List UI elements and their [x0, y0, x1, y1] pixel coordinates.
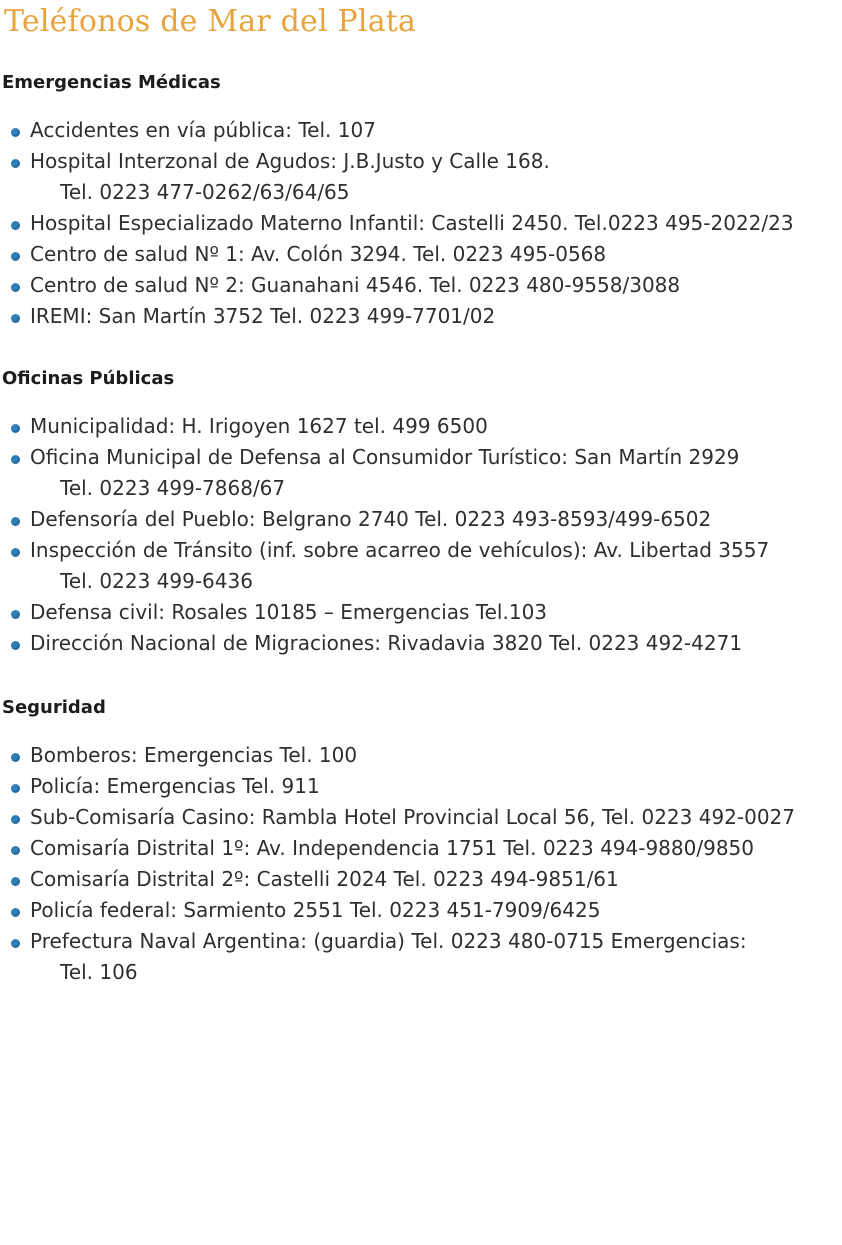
- list-item: [0, 926, 842, 988]
- bullet-icon: [11, 159, 20, 168]
- bullet-icon: [11, 221, 20, 230]
- list-item: [0, 442, 842, 504]
- list-item: [0, 597, 842, 628]
- list-item-text: Hospital Especializado Materno Infantil: Castelli 2450. Tel.0223 495-2022/23: [30, 211, 794, 235]
- bullet-icon: [11, 815, 20, 824]
- list-item: [0, 628, 842, 659]
- bullet-icon: [11, 455, 20, 464]
- phone-list: [0, 115, 842, 332]
- list-item-text: Defensa civil: Rosales 10185 – Emergencias Tel.103: [30, 600, 548, 624]
- list-item-text: Centro de salud Nº 1: Av. Colón 3294. Tel. 0223 495-0568: [30, 242, 607, 266]
- list-item-continuation: Tel. 106: [60, 960, 138, 984]
- list-item-text: Bomberos: Emergencias Tel. 100: [30, 743, 358, 767]
- list-item: [0, 864, 842, 895]
- phone-list: [0, 740, 842, 988]
- list-item: [0, 301, 842, 332]
- bullet-icon: [11, 784, 20, 793]
- list-item-text: Accidentes en vía pública: Tel. 107: [30, 118, 376, 142]
- list-item-text: Comisaría Distrital 1º: Av. Independencia 1751 Tel. 0223 494-9880/9850: [30, 836, 754, 860]
- list-item-text: Comisaría Distrital 2º: Castelli 2024 Tel. 0223 494-9851/61: [30, 867, 619, 891]
- list-item-text: Defensoría del Pueblo: Belgrano 2740 Tel. 0223 493-8593/499-6502: [30, 507, 712, 531]
- bullet-icon: [11, 252, 20, 261]
- list-item: [0, 535, 842, 597]
- list-item-text: Centro de salud Nº 2: Guanahani 4546. Tel. 0223 480-9558/3088: [30, 273, 681, 297]
- list-item: [0, 504, 842, 535]
- section-seguridad: [0, 697, 842, 988]
- list-item-continuation: Tel. 0223 477-0262/63/64/65: [60, 180, 350, 204]
- bullet-icon: [11, 939, 20, 948]
- section-heading: Seguridad: [2, 697, 106, 718]
- list-item: [0, 895, 842, 926]
- bullet-icon: [11, 517, 20, 526]
- list-item: [0, 239, 842, 270]
- bullet-icon: [11, 877, 20, 886]
- list-item-text: Prefectura Naval Argentina: (guardia) Tel. 0223 480-0715 Emergencias:: [30, 929, 747, 953]
- list-item-text: Dirección Nacional de Migraciones: Rivadavia 3820 Tel. 0223 492-4271: [30, 631, 743, 655]
- bullet-icon: [11, 641, 20, 650]
- bullet-icon: [11, 846, 20, 855]
- list-item: [0, 208, 842, 239]
- list-item-text: Hospital Interzonal de Agudos: J.B.Justo y Calle 168.: [30, 149, 550, 173]
- page-title: Teléfonos de Mar del Plata: [4, 4, 417, 39]
- bullet-icon: [11, 548, 20, 557]
- list-item-continuation: Tel. 0223 499-6436: [60, 569, 253, 593]
- bullet-icon: [11, 314, 20, 323]
- list-item-text: Municipalidad: H. Irigoyen 1627 tel. 499 6500: [30, 414, 488, 438]
- bullet-icon: [11, 610, 20, 619]
- list-item-text: Policía: Emergencias Tel. 911: [30, 774, 320, 798]
- list-item-text: Policía federal: Sarmiento 2551 Tel. 0223 451-7909/6425: [30, 898, 601, 922]
- list-item: [0, 146, 842, 208]
- list-item: [0, 740, 842, 771]
- list-item: [0, 802, 842, 833]
- list-item: [0, 270, 842, 301]
- section-oficinas-publicas: [0, 368, 842, 659]
- list-item-text: Inspección de Tránsito (inf. sobre acarreo de vehículos): Av. Libertad 3557: [30, 538, 770, 562]
- section-heading: Oficinas Públicas: [2, 368, 175, 389]
- phone-list: [0, 411, 842, 659]
- list-item-text: Oficina Municipal de Defensa al Consumidor Turístico: San Martín 2929: [30, 445, 740, 469]
- list-item: [0, 115, 842, 146]
- list-item-continuation: Tel. 0223 499-7868/67: [60, 476, 286, 500]
- list-item-text: IREMI: San Martín 3752 Tel. 0223 499-7701/02: [30, 304, 496, 328]
- list-item: [0, 411, 842, 442]
- bullet-icon: [11, 128, 20, 137]
- list-item: [0, 833, 842, 864]
- bullet-icon: [11, 283, 20, 292]
- section-heading: Emergencias Médicas: [2, 72, 221, 93]
- list-item-text: Sub-Comisaría Casino: Rambla Hotel Provincial Local 56, Tel. 0223 492-0027: [30, 805, 796, 829]
- bullet-icon: [11, 908, 20, 917]
- bullet-icon: [11, 753, 20, 762]
- list-item: [0, 771, 842, 802]
- bullet-icon: [11, 424, 20, 433]
- section-emergencias-medicas: [0, 72, 842, 332]
